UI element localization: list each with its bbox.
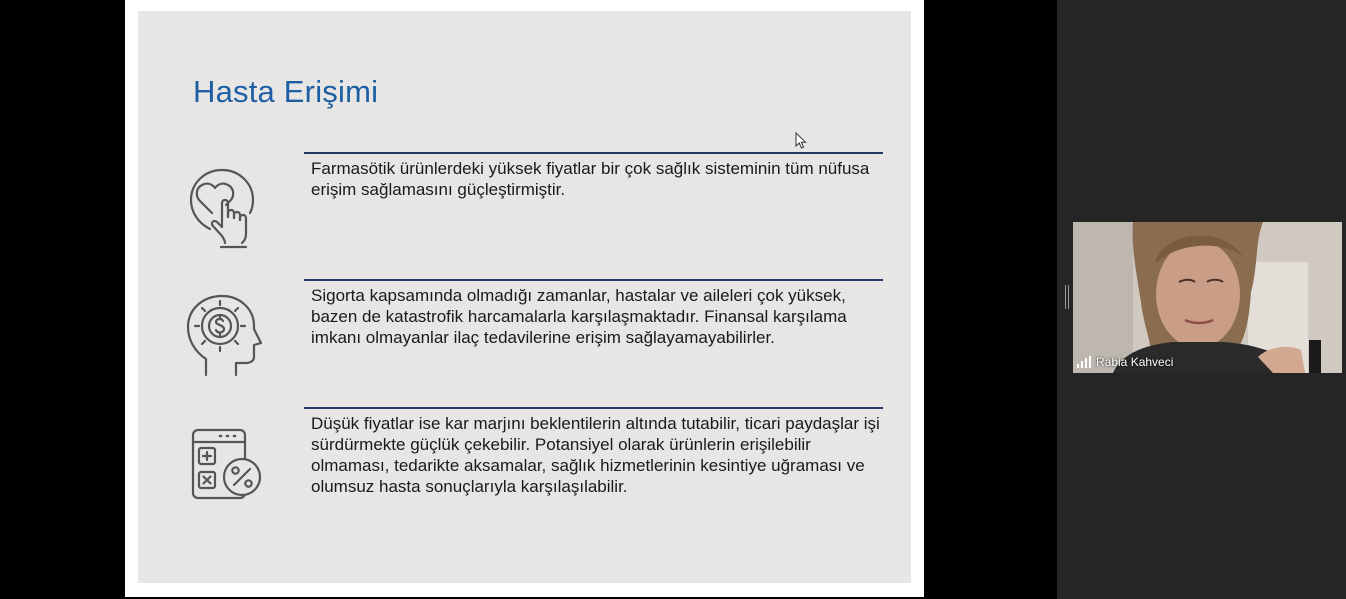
item-text: Farmasötik ürünlerdeki yüksek fiyatlar bir çok sağlık sisteminin tüm nüfusa erişim sağlamasını güçleştirmiştir. — [311, 159, 870, 199]
item-divider — [304, 279, 883, 281]
participant-name: Rabia Kahveci — [1096, 355, 1174, 369]
participant-video-tile[interactable] — [1073, 222, 1342, 373]
slide-frame — [125, 0, 924, 597]
item-text: Sigorta kapsamında olmadığı zamanlar, hastalar ve aileleri çok yüksek, bazen de katastrofik harcamalarla karşılaşmaktadır. Finansal karşılama imkanı olmayanlar ilaç tedavilerine erişim sağlayamayabilirler. — [311, 286, 847, 347]
signal-strength-icon — [1077, 356, 1091, 368]
panel-resize-handle[interactable] — [1065, 285, 1069, 309]
head-dollar-icon — [184, 293, 264, 379]
item-text: Düşük fiyatlar ise kar marjını beklentilerin altında tutabilir, ticari paydaşlar işi sürdürmekte güçlük çekebilir. Potansiyel olarak ürünlerin erişilebilir olmaması, tedarikte aksamalar, sağlık hizmetlerinin kesintiye uğraması ve olumsuz hasta sonuçlarıyla karşılaşılabilir. — [311, 414, 880, 496]
presentation-slide — [138, 11, 911, 583]
item-divider — [304, 407, 883, 409]
item-divider — [304, 152, 883, 154]
participant-name-bar — [1073, 351, 1173, 373]
heart-hand-touch-icon — [188, 167, 260, 253]
calculator-percent-icon — [190, 427, 264, 501]
slide-title: Hasta Erişimi — [193, 74, 379, 109]
mouse-cursor-icon — [795, 132, 807, 149]
